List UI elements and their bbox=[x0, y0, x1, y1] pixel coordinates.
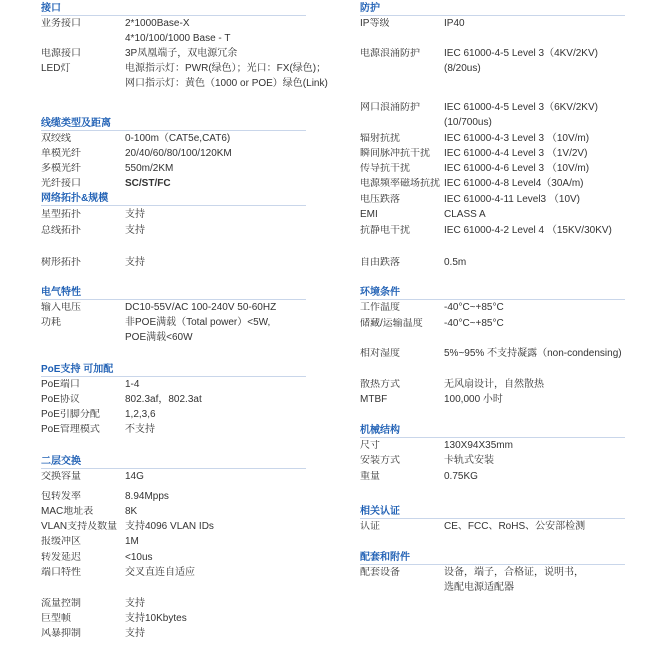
spec-label: 安装方式 bbox=[360, 455, 400, 466]
spec-label: 网口浪涌防护 bbox=[360, 102, 420, 113]
spec-label: 总线拓扑 bbox=[41, 225, 81, 236]
section-divider bbox=[360, 15, 625, 16]
spec-value: 100,000 小时 bbox=[444, 394, 503, 405]
spec-label: 双绞线 bbox=[41, 133, 71, 144]
section-title-interface: 接口 bbox=[41, 3, 61, 14]
section-divider bbox=[360, 564, 625, 565]
spec-value: 0.5m bbox=[444, 257, 467, 268]
spec-label: 自由跌落 bbox=[360, 257, 400, 268]
spec-label: 交换容量 bbox=[41, 471, 81, 482]
spec-label: PoE引脚分配 bbox=[41, 409, 100, 420]
spec-label: 抗静电干扰 bbox=[360, 225, 410, 236]
spec-label: 电压跌落 bbox=[360, 194, 400, 205]
section-title-poe: PoE支持 可加配 bbox=[41, 364, 114, 375]
spec-label: PoE端口 bbox=[41, 379, 80, 390]
spec-value: 非POE满载（Total power）<5W, bbox=[125, 317, 271, 328]
spec-value: IEC 61000-4-6 Level 3 （10V/m) bbox=[444, 163, 590, 174]
spec-label: 工作温度 bbox=[360, 302, 400, 313]
spec-label: 传导抗干扰 bbox=[360, 163, 410, 174]
spec-value-line2: POE满载<60W bbox=[125, 332, 193, 343]
spec-value: 1,2,3,6 bbox=[125, 409, 156, 420]
spec-label: IP等级 bbox=[360, 18, 390, 29]
spec-value: IEC 61000-4-11 Level3 （10V) bbox=[444, 194, 581, 205]
spec-value: DC10-55V/AC 100-240V 50-60HZ bbox=[125, 302, 277, 313]
section-title-accessories: 配套和附件 bbox=[360, 552, 410, 563]
spec-label: 配套设备 bbox=[360, 567, 400, 578]
spec-value: 3P凤凰端子，双电源冗余 bbox=[125, 48, 238, 59]
spec-value: 无风扇设计，自然散热 bbox=[444, 379, 544, 390]
spec-value-line2: (8/20us) bbox=[444, 63, 481, 74]
spec-value: CLASS A bbox=[444, 209, 486, 220]
spec-value: 支持 bbox=[125, 628, 145, 639]
spec-value: 1M bbox=[125, 536, 139, 547]
spec-value: 0.75KG bbox=[444, 471, 478, 482]
section-title-electrical: 电气特性 bbox=[41, 287, 81, 298]
spec-label: MTBF bbox=[360, 394, 388, 405]
section-title-protection: 防护 bbox=[360, 3, 380, 14]
spec-label: 辐射抗扰 bbox=[360, 133, 400, 144]
spec-label: 相对湿度 bbox=[360, 348, 400, 359]
section-title-l2-switching: 二层交换 bbox=[41, 456, 81, 467]
spec-label: 单模光纤 bbox=[41, 148, 81, 159]
spec-value: 802.3af，802.3at bbox=[125, 394, 202, 405]
spec-value: 8.94Mpps bbox=[125, 491, 169, 502]
spec-value: IEC 61000-4-5 Level 3（6KV/2KV) bbox=[444, 102, 598, 113]
spec-label: VLAN支持及数量 bbox=[41, 521, 118, 532]
section-divider bbox=[41, 468, 306, 469]
section-title-mechanical: 机械结构 bbox=[360, 425, 400, 436]
spec-value: SC/ST/FC bbox=[125, 178, 171, 189]
spec-value: 支持 bbox=[125, 598, 145, 609]
spec-label: PoE协议 bbox=[41, 394, 80, 405]
spec-value: -40°C~+85°C bbox=[444, 302, 504, 313]
spec-value: IEC 61000-4-4 Level 3 （1V/2V) bbox=[444, 148, 588, 159]
spec-label: 包转发率 bbox=[41, 491, 81, 502]
section-divider bbox=[41, 15, 306, 16]
spec-label: 输入电压 bbox=[41, 302, 81, 313]
spec-value: 卡轨式安装 bbox=[444, 455, 494, 466]
spec-value: 130X94X35mm bbox=[444, 440, 513, 451]
spec-value: 20/40/60/80/100/120KM bbox=[125, 148, 232, 159]
section-divider bbox=[41, 299, 306, 300]
spec-value: 5%~95% 不支持凝露（non-condensing) bbox=[444, 348, 622, 359]
spec-label: 星型拓扑 bbox=[41, 209, 81, 220]
spec-label: 电源频率磁场抗扰 bbox=[360, 178, 440, 189]
section-title-topology: 网络拓扑&规模 bbox=[41, 193, 109, 204]
section-divider bbox=[360, 437, 625, 438]
spec-value: 支持 bbox=[125, 209, 145, 220]
section-divider bbox=[360, 518, 625, 519]
section-divider bbox=[360, 299, 625, 300]
spec-label: EMI bbox=[360, 209, 378, 220]
spec-value: 8K bbox=[125, 506, 138, 517]
section-divider bbox=[41, 205, 306, 206]
spec-value: IP40 bbox=[444, 18, 465, 29]
section-title-certification: 相关认证 bbox=[360, 506, 400, 517]
spec-label: PoE管理模式 bbox=[41, 424, 100, 435]
spec-value: IEC 61000-4-3 Level 3 （10V/m) bbox=[444, 133, 590, 144]
spec-label: 报缓冲区 bbox=[41, 536, 81, 547]
spec-value: 550m/2KM bbox=[125, 163, 174, 174]
spec-value: IEC 61000-4-8 Level4（30A/m) bbox=[444, 178, 584, 189]
spec-label: 端口特性 bbox=[41, 567, 81, 578]
spec-value: 支持 bbox=[125, 225, 145, 236]
spec-value-line2: 4*10/100/1000 Base - T bbox=[125, 33, 231, 44]
spec-label: 树形拓扑 bbox=[41, 257, 81, 268]
spec-value: <10us bbox=[125, 552, 153, 563]
spec-label: 瞬间脉冲抗干扰 bbox=[360, 148, 430, 159]
spec-label: 散热方式 bbox=[360, 379, 400, 390]
spec-label: 尺寸 bbox=[360, 440, 380, 451]
section-divider bbox=[41, 376, 306, 377]
spec-value: CE、FCC、RoHS、公安部检测 bbox=[444, 521, 586, 532]
spec-value-line2: 选配电源适配器 bbox=[444, 582, 514, 593]
spec-label: 重量 bbox=[360, 471, 380, 482]
spec-label: 功耗 bbox=[41, 317, 61, 328]
section-divider bbox=[41, 130, 306, 131]
spec-label: 巨型帧 bbox=[41, 613, 71, 624]
spec-label: MAC地址表 bbox=[41, 506, 94, 517]
spec-label: 储藏/运输温度 bbox=[360, 318, 423, 329]
spec-value: 设备，端子，合格证，说明书， bbox=[444, 567, 584, 578]
spec-value: 交叉直连自适应 bbox=[125, 567, 195, 578]
spec-value: IEC 61000-4-2 Level 4 （15KV/30KV) bbox=[444, 225, 612, 236]
spec-value: 支持10Kbytes bbox=[125, 613, 187, 624]
spec-label: 风暴抑制 bbox=[41, 628, 81, 639]
spec-value: -40°C~+85°C bbox=[444, 318, 504, 329]
section-title-cable: 线缆类型及距离 bbox=[41, 118, 111, 129]
spec-label: 流量控制 bbox=[41, 598, 81, 609]
spec-value: 支持4096 VLAN IDs bbox=[125, 521, 214, 532]
spec-value: 1-4 bbox=[125, 379, 140, 390]
spec-value-line2: 网口指示灯：黄色（1000 or POE）绿色(Link) bbox=[125, 78, 328, 89]
spec-label: 转发延迟 bbox=[41, 552, 81, 563]
spec-value: 电源指示灯：PWR(绿色）；光口：FX(绿色)； bbox=[125, 63, 327, 74]
spec-label: 多模光纤 bbox=[41, 163, 81, 174]
spec-label: 业务接口 bbox=[41, 18, 81, 29]
spec-value: 支持 bbox=[125, 257, 145, 268]
right-column bbox=[319, 0, 629, 650]
spec-value: 0-100m（CAT5e,CAT6) bbox=[125, 133, 231, 144]
spec-label: LED灯 bbox=[41, 63, 71, 74]
spec-value: 2*1000Base-X bbox=[125, 18, 190, 29]
spec-label: 电源浪涌防护 bbox=[360, 48, 420, 59]
section-title-environment: 环境条件 bbox=[360, 287, 400, 298]
spec-label: 电源接口 bbox=[41, 48, 81, 59]
spec-value: IEC 61000-4-5 Level 3（4KV/2KV) bbox=[444, 48, 598, 59]
spec-label: 光纤接口 bbox=[41, 178, 81, 189]
spec-value-line2: (10/700us) bbox=[444, 117, 492, 128]
spec-value: 14G bbox=[125, 471, 144, 482]
spec-label: 认证 bbox=[360, 521, 380, 532]
spec-value: 不支持 bbox=[125, 424, 155, 435]
